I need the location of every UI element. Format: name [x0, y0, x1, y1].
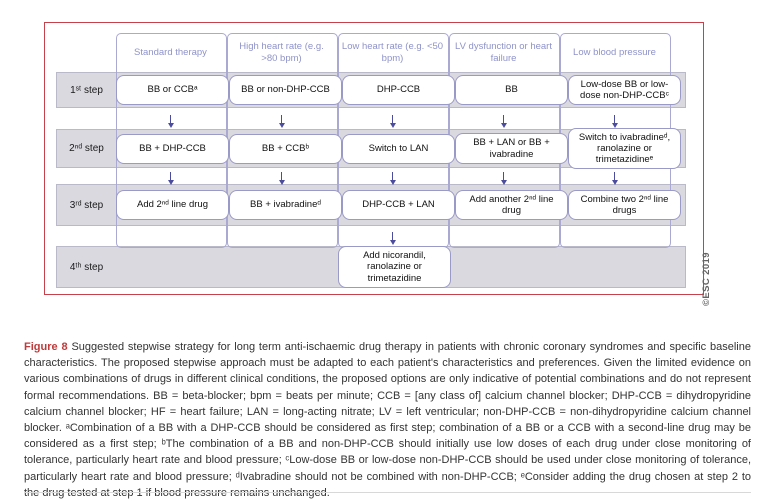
drug-box: Switch to LAN	[342, 134, 455, 164]
drug-box: Add 2ⁿᵈ line drug	[116, 190, 229, 220]
drug-box: BB + LAN or BB + ivabradine	[455, 133, 568, 163]
drug-box: BB or non-DHP-CCB	[229, 75, 342, 105]
column-header-row	[56, 33, 686, 72]
drug-box: BB + CCBᵇ	[229, 134, 342, 164]
figure-caption-label: Figure 8	[24, 341, 68, 353]
down-arrow-icon	[614, 172, 616, 180]
step-label-3: 3ʳᵈ step	[69, 199, 104, 211]
bottom-divider	[24, 492, 751, 493]
step-row-1	[56, 72, 686, 108]
column-header-low-heart-rate: Low heart rate (e.g. <50 bpm)	[341, 40, 444, 64]
step-label-1: 1ˢᵗ step	[70, 84, 103, 96]
step-label-2: 2ⁿᵈ step	[69, 143, 104, 154]
drug-box: BB or CCBᵃ	[116, 75, 229, 105]
arrow-row-3	[56, 226, 686, 246]
flowchart-rows	[45, 23, 703, 294]
drug-box: Add another 2ⁿᵈ line drug	[455, 190, 568, 220]
down-arrow-icon	[170, 172, 172, 180]
step-row-4	[56, 246, 686, 288]
down-arrow-icon	[503, 172, 505, 180]
down-arrow-icon	[503, 115, 505, 123]
step-row-3	[56, 184, 686, 226]
down-arrow-icon	[392, 172, 394, 180]
figure-caption-text: Suggested stepwise strategy for long term anti-ischaemic drug therapy in patients with chronic coronary syndromes and specific baseline characteristics. The proposed stepwise approach must be adapted to each patient's characteristics and preferences. Given the limited evidence on various combinations of drugs in different clinical conditions, the proposed options are only indicative of potential combinations and do not represent formal recommendations. BB = beta-blocker; bpm = beats per minute; CCB = [any class of] calcium channel blocker; DHP-CCB = dihydropyridine calcium channel blocker; HF = heart failure; LAN = long-acting nitrate; LV = left ventricular; non-DHP-CCB = non-dihydropyridine calcium channel blocker. ᵃCombination of a BB with a DHP-CCB should be considered as first step; combination of a BB or a CCB with a second-line drug may be considered as a first step; ᵇThe combination of a BB and non-DHP-CCB should initially use low doses of each drug under close monitoring of tolerance, particularly heart rate and blood pressure; ᶜLow-dose BB or low-dose non-DHP-CCB should be used under close monitoring of tolerance, particularly heart rate and blood pressure; ᵈIvabradine should not be combined with non-DHP-CCB; ᵉConsider adding the drug chosen at step 2 to the drug tested at step 1 if blood pressure remains unchanged.	[24, 341, 751, 499]
figure-panel	[44, 22, 712, 306]
step-label-4: 4ᵗʰ step	[69, 261, 104, 273]
step-row-2	[56, 129, 686, 168]
figure-frame	[44, 22, 704, 295]
column-header-high-heart-rate: High heart rate (e.g. >80 bpm)	[239, 40, 324, 64]
column-header-standard-therapy: Standard therapy	[134, 46, 207, 58]
header-spacer	[56, 33, 115, 72]
down-arrow-icon	[392, 115, 394, 123]
down-arrow-icon	[281, 115, 283, 123]
column-header-low-blood-pressure: Low blood pressure	[573, 46, 656, 58]
down-arrow-icon	[281, 172, 283, 180]
figure-caption	[24, 339, 751, 501]
drug-box: BB + ivabradineᵈ	[229, 190, 342, 220]
drug-box: Combine two 2ⁿᵈ line drugs	[568, 190, 681, 220]
arrow-row-2	[56, 168, 686, 184]
drug-box: BB	[455, 75, 568, 105]
down-arrow-icon	[170, 115, 172, 123]
drug-box: Switch to ivabradineᵈ, ranolazine or trimetazidineᵉ	[568, 128, 681, 170]
column-header-lv-dysfunction: LV dysfunction or heart failure	[455, 40, 552, 64]
drug-box: Add nicorandil, ranolazine or trimetazidine	[338, 246, 451, 288]
drug-box: DHP-CCB	[342, 75, 455, 105]
arrow-row-1	[56, 108, 686, 129]
drug-box: BB + DHP-CCB	[116, 134, 229, 164]
esc-copyright-credit: ©ESC 2019	[701, 252, 712, 306]
drug-box: DHP-CCB + LAN	[342, 190, 455, 220]
down-arrow-icon	[392, 232, 394, 240]
down-arrow-icon	[614, 115, 616, 123]
drug-box: Low-dose BB or low-dose non-DHP-CCBᶜ	[568, 75, 681, 105]
